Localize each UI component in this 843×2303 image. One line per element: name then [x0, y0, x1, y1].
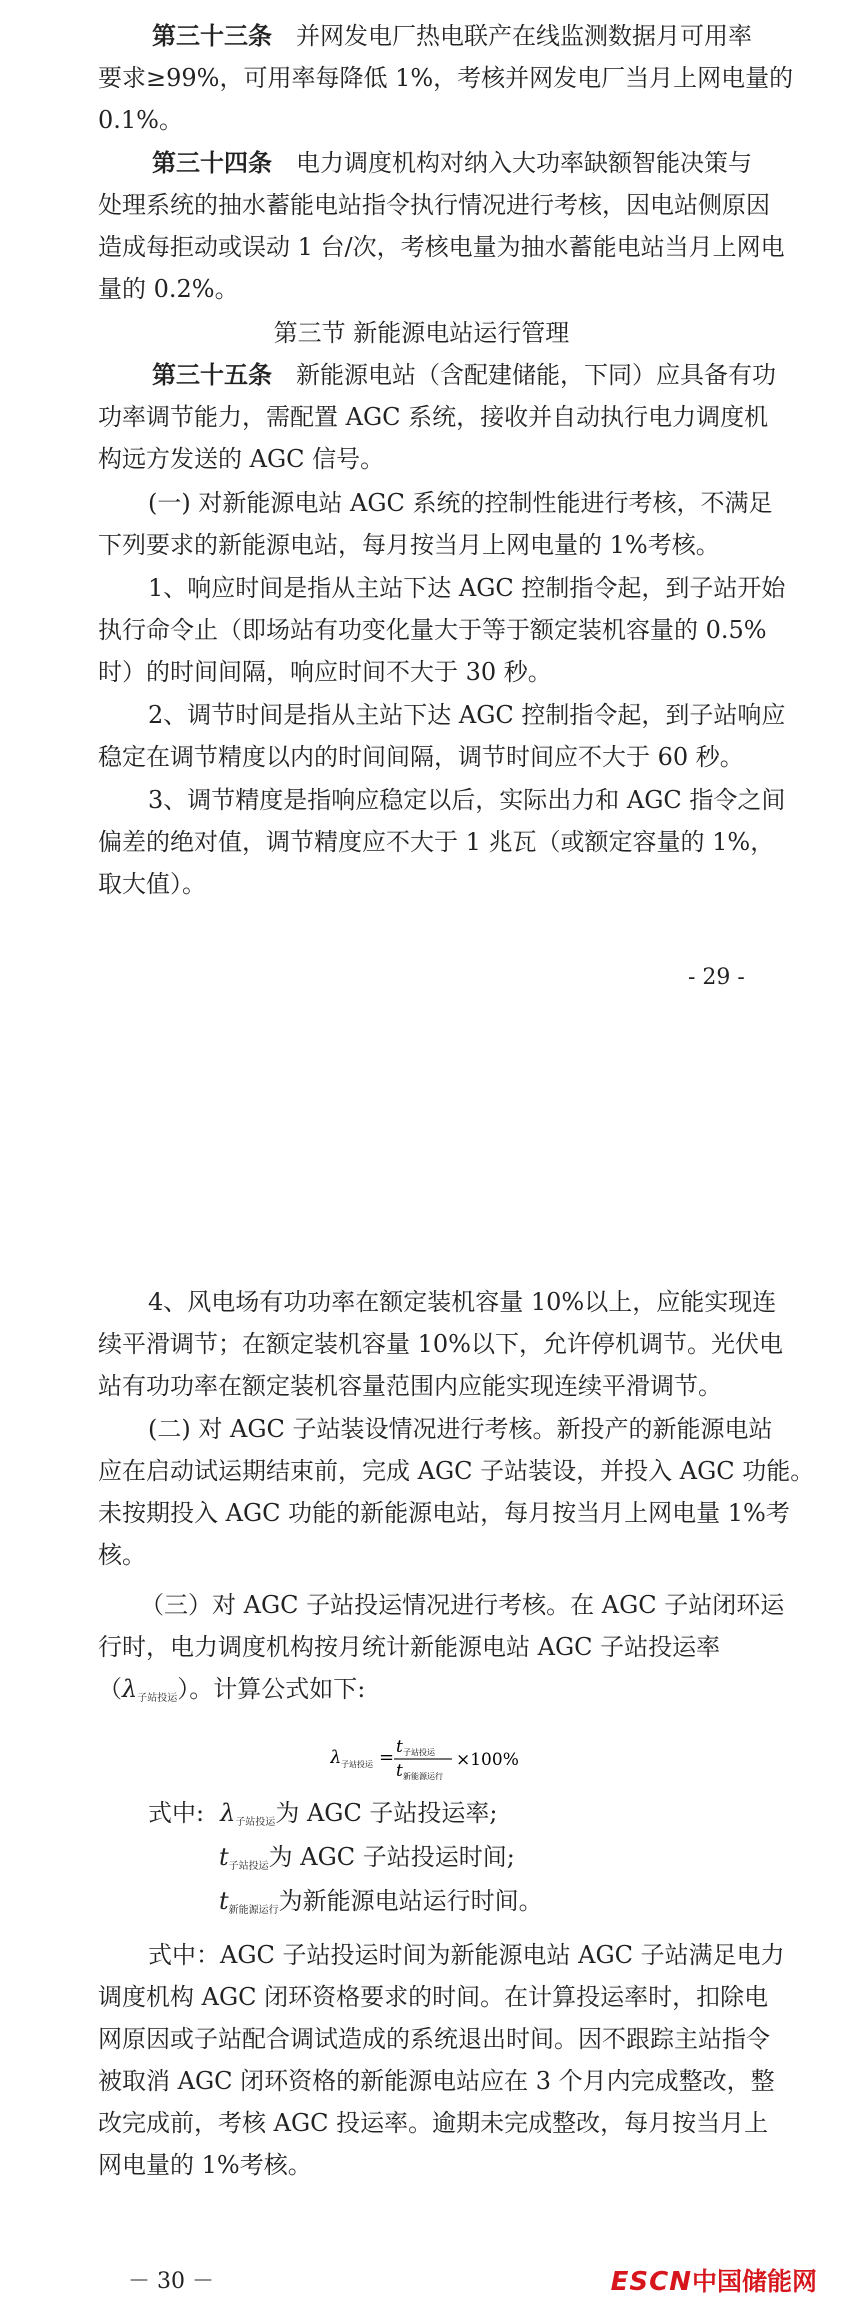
- text-line: 式中：AGC 子站投运时间为新能源电站 AGC 子站满足电力: [148, 1941, 785, 1969]
- text-line: （三）对 AGC 子站投运情况进行考核。在 AGC 子站闭环运: [140, 1591, 785, 1619]
- text-line: 取大值）。: [98, 870, 206, 898]
- text-line: 偏差的绝对值，调节精度应不大于 1 兆瓦（或额定容量的 1%，: [98, 828, 775, 856]
- text-line: 3、调节精度是指响应稳定以后，实际出力和 AGC 指令之间: [148, 786, 786, 814]
- formula-lambda: λ: [330, 1747, 342, 1768]
- definition-prefix: 式中:: [148, 1799, 205, 1827]
- definition-2: 为 AGC 子站投运时间;: [268, 1843, 515, 1871]
- logo-escn-text: ESCN: [610, 2267, 692, 2297]
- formula: [330, 1732, 530, 1782]
- page-number: - 29 -: [688, 965, 745, 990]
- text-line: 时）的时间间隔，响应时间不大于 30 秒。: [98, 658, 552, 686]
- section-title: 第三节 新能源电站运行管理: [273, 319, 570, 347]
- article-35-text: 新能源电站（含配建储能，下同）应具备有功: [296, 361, 776, 389]
- formula-equals: =: [379, 1747, 395, 1768]
- subscript: 子站投运: [137, 1693, 178, 1704]
- page-number: － 30 －: [128, 2269, 214, 2294]
- escn-logo: [610, 2262, 817, 2297]
- text-line: (一) 对新能源电站 AGC 系统的控制性能进行考核，不满足: [148, 489, 773, 517]
- article-35-heading: 第三十五条: [152, 361, 272, 389]
- text-line: 下列要求的新能源电站，每月按当月上网电量的 1%考核。: [98, 531, 720, 559]
- formula-denominator-subscript: 新能源运行: [403, 1772, 443, 1781]
- text-line: 0.1%。: [98, 106, 183, 134]
- formula-multiplier: ×100%: [456, 1750, 519, 1770]
- article-33-text: 并网发电厂热电联产在线监测数据月可用率: [296, 22, 752, 50]
- definition-3: 为新能源电站运行时间。: [278, 1887, 543, 1915]
- text-line: 被取消 AGC 闭环资格的新能源电站应在 3 个月内完成整改，整: [98, 2067, 775, 2095]
- article-34-heading: 第三十四条: [152, 149, 272, 177]
- lambda-symbol: λ: [122, 1675, 138, 1703]
- text-line: 处理系统的抽水蓄能电站指令执行情况进行考核，因电站侧原因: [98, 191, 770, 219]
- text-line: 要求≥99%，可用率每降低 1%，考核并网发电厂当月上网电量的: [98, 64, 794, 92]
- article-34-text: 电力调度机构对纳入大功率缺额智能决策与: [296, 149, 752, 177]
- text-line: 站有功功率在额定装机容量范围内应能实现连续平滑调节。: [98, 1372, 722, 1400]
- text-line: 稳定在调节精度以内的时间间隔，调节时间应不大于 60 秒。: [98, 743, 744, 771]
- text-line: 核。: [98, 1541, 146, 1569]
- text-line: 网原因或子站配合调试造成的系统退出时间。因不跟踪主站指令: [98, 2025, 770, 2053]
- text-line: 造成每拒动或误动 1 台/次，考核电量为抽水蓄能电站当月上网电: [98, 233, 785, 261]
- text-line: 应在启动试运期结束前，完成 AGC 子站装设，并投入 AGC 功能。: [98, 1457, 815, 1485]
- text-line: 续平滑调节；在额定装机容量 10%以下，允许停机调节。光伏电: [98, 1330, 783, 1358]
- text-line: 量的 0.2%。: [98, 275, 239, 303]
- logo-cn-text: 中国储能网: [691, 2267, 817, 2296]
- formula-t-numerator: t: [396, 1737, 403, 1757]
- text-line: 1、响应时间是指从主站下达 AGC 控制指令起，到子站开始: [148, 574, 786, 602]
- text-line: 未按期投入 AGC 功能的新能源电站，每月按当月上网电量 1%考: [98, 1499, 790, 1527]
- article-33-heading: 第三十三条: [152, 22, 272, 50]
- text-line: 行时，电力调度机构按月统计新能源电站 AGC 子站投运率: [98, 1633, 721, 1661]
- formula-subscript: 子站投运: [341, 1760, 373, 1769]
- text-line: 功率调节能力，需配置 AGC 系统，接收并自动执行电力调度机: [98, 403, 769, 431]
- definition-1: 为 AGC 子站投运率;: [275, 1799, 498, 1827]
- formula-numerator-subscript: 子站投运: [403, 1748, 435, 1757]
- text-line: 执行命令止（即场站有功变化量大于等于额定装机容量的 0.5%: [98, 616, 767, 644]
- text-line: 改完成前，考核 AGC 投运率。逾期未完成整改，每月按当月上: [98, 2109, 769, 2137]
- text-line: (二) 对 AGC 子站装设情况进行考核。新投产的新能源电站: [148, 1415, 773, 1443]
- text-line: 2、调节时间是指从主站下达 AGC 控制指令起，到子站响应: [148, 701, 786, 729]
- text-line: 调度机构 AGC 闭环资格要求的时间。在计算投运率时，扣除电: [98, 1983, 769, 2011]
- text-line: 构远方发送的 AGC 信号。: [98, 445, 385, 473]
- text-line: 4、风电场有功功率在额定装机容量 10%以上，应能实现连: [148, 1288, 777, 1316]
- formula-t-denominator: t: [396, 1761, 403, 1781]
- text-line: 网电量的 1%考核。: [98, 2151, 312, 2179]
